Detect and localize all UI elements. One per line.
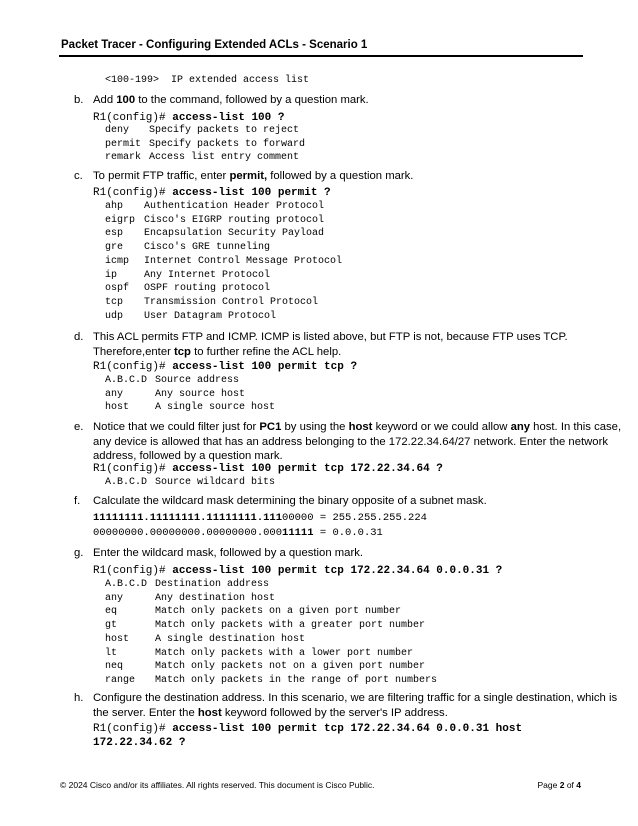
cli-option-description: Access list entry comment xyxy=(149,152,300,164)
cli-option-description: A single destination host xyxy=(155,633,306,645)
step-c xyxy=(74,169,414,184)
cli-input: access-list 100 ? xyxy=(172,112,285,124)
cli-option-keyword: ahp xyxy=(105,201,124,212)
cli-output-row xyxy=(105,296,342,310)
cli-prompt: R1(config)# xyxy=(93,565,166,577)
cli-output-row xyxy=(105,282,342,296)
bold-text: 100 xyxy=(116,94,136,106)
cli-option-keyword: remark xyxy=(105,152,142,164)
top-output-line: <100-199> IP extended access list xyxy=(105,75,310,86)
text: To permit FTP traffic, enter xyxy=(93,170,230,182)
text: followed by a question mark. xyxy=(267,170,414,182)
cli-option-keyword: deny xyxy=(105,125,130,136)
cli-command-g xyxy=(93,564,502,579)
cli-option-description: Transmission Control Protocol xyxy=(144,296,319,308)
cli-output-c xyxy=(105,200,342,323)
cli-option-description: Match only packets not on a given port number xyxy=(155,661,426,673)
step-d-line1: This ACL permits FTP and ICMP. ICMP is listed above, but FTP is not, because FTP uses TCP. xyxy=(93,331,568,343)
cli-output-row xyxy=(105,310,342,324)
cli-input: access-list 100 permit tcp 172.22.34.64 ? xyxy=(172,463,443,475)
cli-option-description: Cisco's EIGRP routing protocol xyxy=(144,214,325,226)
cli-output-row xyxy=(105,674,437,688)
text: 00000 = 255.255.255.224 xyxy=(282,512,427,524)
text: Notice that we could filter just for xyxy=(93,421,260,433)
cli-option-description: A single source host xyxy=(155,402,276,414)
binary-wildcard-line xyxy=(93,526,383,541)
cli-option-keyword: lt xyxy=(105,647,118,659)
cli-output-row xyxy=(105,200,342,214)
cli-output-e xyxy=(105,476,275,490)
cli-option-keyword: A.B.C.D xyxy=(105,375,148,386)
bold-text: any xyxy=(510,421,531,433)
cli-output-row xyxy=(105,255,342,269)
step-letter: b. xyxy=(74,94,84,106)
cli-output-d xyxy=(105,374,275,415)
text: = 0.0.0.31 xyxy=(313,527,383,539)
cli-output-row xyxy=(105,578,437,592)
step-b-text xyxy=(93,93,369,108)
cli-option-keyword: tcp xyxy=(105,296,124,308)
step-f xyxy=(74,494,487,509)
step-letter: h. xyxy=(74,692,84,704)
cli-option-keyword: host xyxy=(105,633,130,645)
cli-option-description: Any Internet Protocol xyxy=(144,269,271,281)
cli-option-keyword: ip xyxy=(105,269,118,281)
step-h-line1: Configure the destination address. In this scenario, we are filtering traffic for a single destination, which is xyxy=(93,692,618,704)
cli-option-description: Any source host xyxy=(155,388,246,400)
cli-input: access-list 100 permit tcp 172.22.34.64 0.0.0.31 host xyxy=(172,723,523,735)
cli-command-h xyxy=(93,722,522,737)
cli-option-keyword: A.B.C.D xyxy=(105,477,148,488)
cli-option-keyword: permit xyxy=(105,138,142,150)
cli-option-description: Destination address xyxy=(155,579,270,590)
page-header-title: Packet Tracer - Configuring Extended ACLs - Scenario 1 xyxy=(61,39,368,51)
step-e-line2: any device is allowed that has an address belonging to the 172.22.34.64/27 network. Enter the network xyxy=(93,435,608,448)
step-letter: f. xyxy=(74,495,81,507)
cli-option-keyword: udp xyxy=(105,310,124,322)
cli-option-description: Any destination host xyxy=(155,592,276,604)
header-rule xyxy=(59,55,583,57)
cli-option-description: Match only packets with a lower port number xyxy=(155,647,414,659)
step-c-text xyxy=(93,169,413,184)
cli-output-row xyxy=(105,476,275,490)
text: keyword followed by the server's IP address. xyxy=(221,706,448,719)
cli-output-row xyxy=(105,227,342,241)
cli-option-description: Encapsulation Security Payload xyxy=(144,228,325,240)
bold-text: permit, xyxy=(229,170,268,182)
step-f-text: Calculate the wildcard mask determining the binary opposite of a subnet mask. xyxy=(93,495,487,507)
cli-option-description: Cisco's GRE tunneling xyxy=(144,242,271,254)
cli-output-row xyxy=(105,388,275,402)
cli-command-e xyxy=(93,462,443,477)
cli-output-row xyxy=(105,269,342,283)
cli-option-keyword: esp xyxy=(105,228,124,240)
cli-option-keyword: gre xyxy=(105,242,124,254)
text: Add xyxy=(93,94,117,106)
step-g-text: Enter the wildcard mask, followed by a question mark. xyxy=(93,547,363,559)
text: 00000000.00000000.00000000.000 xyxy=(93,527,283,539)
text: host. In this case, xyxy=(530,421,622,433)
cli-option-keyword: neq xyxy=(105,661,124,673)
cli-output-g xyxy=(105,578,437,688)
cli-option-keyword: ospf xyxy=(105,283,130,295)
cli-output-row xyxy=(105,619,437,633)
step-letter: g. xyxy=(74,547,84,559)
text: the server. Enter the xyxy=(93,706,198,719)
cli-output-row xyxy=(105,151,305,165)
cli-command-d xyxy=(93,360,357,375)
cli-option-description: OSPF routing protocol xyxy=(144,283,271,295)
cli-prompt: R1(config)# xyxy=(93,187,166,199)
cli-option-keyword: range xyxy=(105,674,136,686)
step-d-line2 xyxy=(93,345,341,360)
cli-option-keyword: gt xyxy=(105,620,118,632)
cli-command-c xyxy=(93,186,331,201)
cli-option-keyword: eigrp xyxy=(105,214,136,226)
cli-output-row xyxy=(105,633,437,647)
step-e xyxy=(74,420,622,463)
cli-output-row xyxy=(105,374,275,388)
cli-output-row xyxy=(105,241,342,255)
step-letter: e. xyxy=(74,421,84,433)
cli-option-description: Specify packets to forward xyxy=(149,138,306,150)
cli-output-row xyxy=(105,660,437,674)
cli-command-h-cont xyxy=(93,736,185,751)
cli-output-row xyxy=(105,605,437,619)
step-e-line3: address, followed by a question mark. xyxy=(93,450,283,463)
cli-option-description: Match only packets in the range of port numbers xyxy=(155,674,438,686)
cli-input: access-list 100 permit ? xyxy=(172,187,331,199)
bold-text: host xyxy=(348,421,373,433)
cli-prompt: R1(config)# xyxy=(93,463,166,475)
text: to the command, followed by a question mark. xyxy=(135,94,369,106)
cli-output-b xyxy=(105,124,305,165)
bold-text: 11111111.11111111.11111111.111 xyxy=(93,512,283,524)
cli-option-keyword: A.B.C.D xyxy=(105,579,148,590)
cli-option-description: Source wildcard bits xyxy=(155,477,276,488)
bold-text: 2 xyxy=(559,780,565,790)
cli-input: access-list 100 permit tcp 172.22.34.64 0.0.0.31 ? xyxy=(172,565,503,577)
text: keyword or we could allow xyxy=(372,421,511,433)
bold-text: PC1 xyxy=(259,421,282,433)
cli-output-row xyxy=(105,124,305,138)
cli-prompt: R1(config)# xyxy=(93,723,166,735)
cli-option-keyword: host xyxy=(105,402,130,414)
text: Therefore,enter xyxy=(93,345,175,358)
cli-option-keyword: eq xyxy=(105,606,118,618)
cli-prompt: R1(config)# xyxy=(93,112,166,124)
cli-option-description: Authentication Header Protocol xyxy=(144,201,325,212)
bold-text: 11111 xyxy=(282,527,314,539)
step-g xyxy=(74,546,363,561)
text: Page xyxy=(537,780,560,790)
step-e-line1 xyxy=(93,420,621,435)
bold-text: 4 xyxy=(576,780,581,790)
cli-option-keyword: icmp xyxy=(105,255,130,267)
text: of xyxy=(564,780,577,790)
cli-input: access-list 100 permit tcp ? xyxy=(172,361,358,373)
footer-copyright: © 2024 Cisco and/or its affiliates. All rights reserved. This document is Cisco Public. xyxy=(60,780,375,790)
step-b xyxy=(74,93,369,108)
cli-option-keyword: any xyxy=(105,592,124,604)
cli-option-keyword: any xyxy=(105,388,124,400)
cli-input: 172.22.34.62 ? xyxy=(93,737,186,749)
cli-option-description: User Datagram Protocol xyxy=(144,310,277,322)
text: to further refine the ACL help. xyxy=(190,345,342,358)
cli-option-description: Source address xyxy=(155,375,240,386)
step-letter: c. xyxy=(74,170,83,182)
bold-text: tcp xyxy=(174,345,191,358)
cli-option-description: Match only packets on a given port number xyxy=(155,606,402,618)
cli-output-row xyxy=(105,592,437,606)
cli-prompt: R1(config)# xyxy=(93,361,166,373)
bold-text: host xyxy=(197,706,222,719)
step-h-line2 xyxy=(93,706,448,721)
step-letter: d. xyxy=(74,331,84,343)
cli-option-description: Specify packets to reject xyxy=(149,125,300,136)
cli-output-row xyxy=(105,647,437,661)
footer-page-number xyxy=(538,780,582,790)
cli-output-row xyxy=(105,214,342,228)
step-d xyxy=(74,330,568,358)
binary-mask-line xyxy=(93,511,427,526)
cli-option-description: Internet Control Message Protocol xyxy=(144,255,343,267)
cli-option-description: Match only packets with a greater port number xyxy=(155,620,426,632)
step-h xyxy=(74,691,618,719)
cli-output-row xyxy=(105,401,275,415)
text: by using the xyxy=(281,421,349,433)
cli-output-row xyxy=(105,138,305,152)
